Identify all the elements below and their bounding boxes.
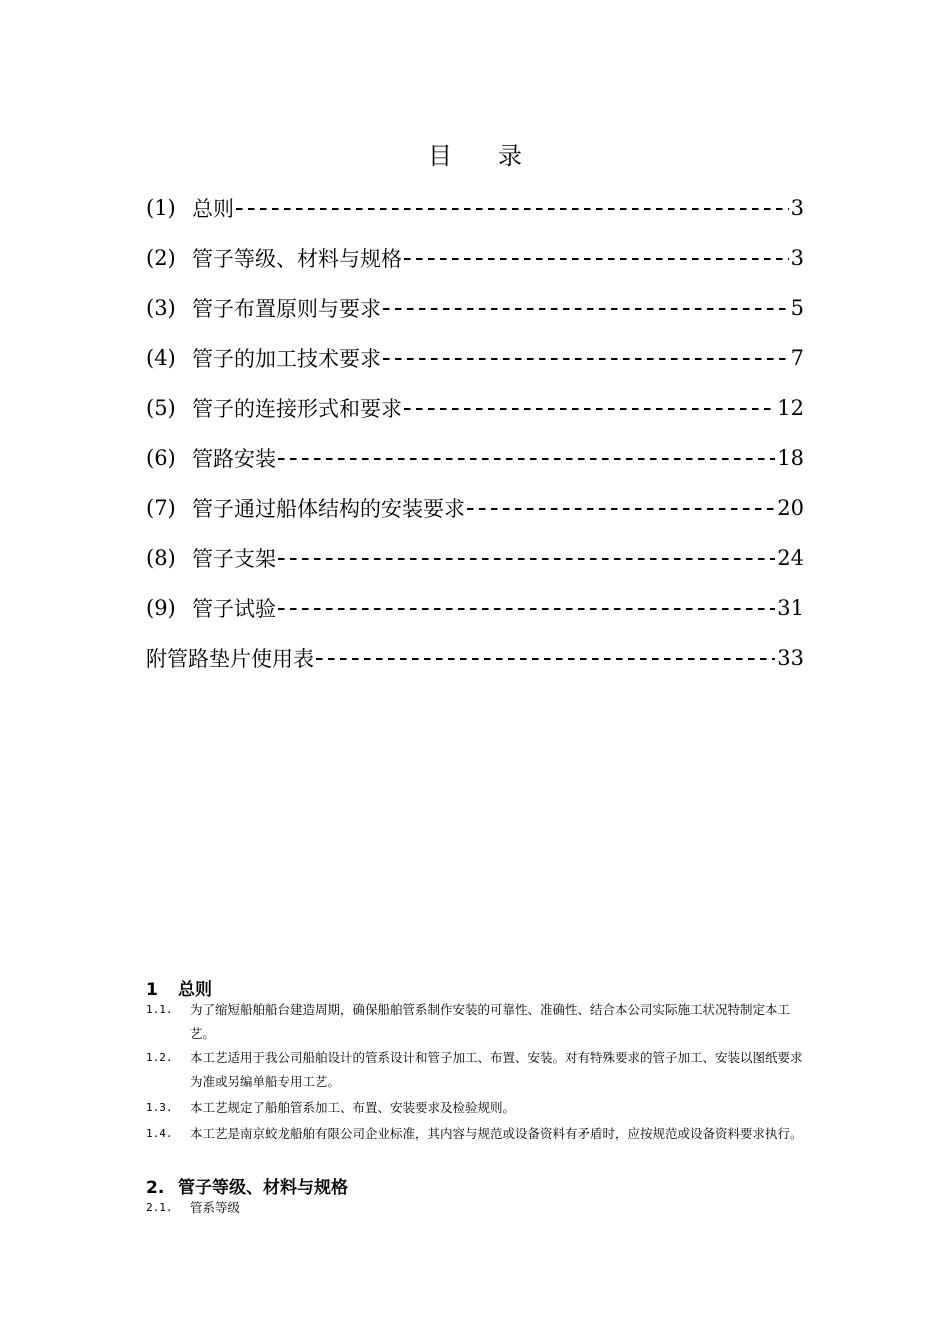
clause-1-1 <box>146 998 806 1046</box>
clause-number: 2.1. <box>146 1201 173 1214</box>
toc-entry-label: 管子试验 <box>192 597 276 621</box>
clause-text: 管系等级 <box>190 1200 241 1215</box>
toc-entry-number: (7) <box>146 496 176 520</box>
toc-entry-number: (6) <box>146 446 176 470</box>
clause-text: 本工艺规定了船舶管系加工、布置、安装要求及检验规则。 <box>190 1100 516 1115</box>
toc-entry-9[interactable] <box>146 583 804 633</box>
toc-leader <box>316 658 775 660</box>
toc-entry-page: 24 <box>777 546 804 570</box>
clause-number: 1.2. <box>146 1051 173 1064</box>
toc-entry-label: 管路安装 <box>192 447 276 471</box>
toc-entry-1[interactable] <box>146 183 804 233</box>
section-1-heading <box>146 975 212 1000</box>
toc-entry-label: 管子支架 <box>192 547 276 571</box>
toc-entry-number: (1) <box>146 196 176 220</box>
clause-2-1 <box>146 1196 806 1220</box>
toc-title-part1: 目 <box>428 142 452 170</box>
toc-leader <box>404 408 775 410</box>
toc-entry-2[interactable] <box>146 233 804 283</box>
toc-leader <box>383 308 789 310</box>
toc-entry-7[interactable] <box>146 483 804 533</box>
toc-entry-page: 3 <box>790 246 804 270</box>
section-title: 管子等级、材料与规格 <box>178 1178 348 1198</box>
toc-entry-number: (3) <box>146 296 176 320</box>
toc-entry-label: 管子等级、材料与规格 <box>192 247 402 271</box>
toc-entry-appendix[interactable] <box>146 633 804 683</box>
toc-entry-number: (2) <box>146 246 176 270</box>
clause-text: 为了缩短船舶船台建造周期，确保船舶管系制作安装的可靠性、准确性、结合本公司实际施工状况特制定本工艺。 <box>190 1002 791 1041</box>
toc-entry-label: 管子的连接形式和要求 <box>192 397 402 421</box>
toc-leader <box>278 608 775 610</box>
toc-entry-page: 7 <box>790 346 804 370</box>
toc-entry-page: 18 <box>777 446 804 470</box>
toc-leader <box>236 208 789 210</box>
toc-entry-3[interactable] <box>146 283 804 333</box>
toc-title-part2: 录 <box>498 142 522 170</box>
clause-text: 本工艺是南京蛟龙船舶有限公司企业标准，其内容与规范或设备资料有矛盾时，应按规范或设备资料要求执行。 <box>190 1126 803 1141</box>
toc-entry-label: 管子通过船体结构的安装要求 <box>192 497 465 521</box>
toc-entry-page: 12 <box>777 396 804 420</box>
toc-entry-4[interactable] <box>146 333 804 383</box>
toc-entry-page: 3 <box>790 196 804 220</box>
toc-entry-label: 附管路垫片使用表 <box>146 647 314 671</box>
clause-1-3 <box>146 1096 806 1120</box>
toc-entry-page: 20 <box>777 496 804 520</box>
clause-number: 1.3. <box>146 1101 173 1114</box>
toc-entry-label: 总则 <box>192 197 234 221</box>
toc-entry-page: 5 <box>790 296 804 320</box>
section-2-heading <box>146 1173 348 1198</box>
toc-leader <box>278 458 775 460</box>
section-number: 1 <box>146 980 158 1000</box>
toc-entry-label: 管子布置原则与要求 <box>192 297 381 321</box>
toc-entry-number: (9) <box>146 596 176 620</box>
toc-entry-label: 管子的加工技术要求 <box>192 347 381 371</box>
clause-1-4 <box>146 1122 806 1146</box>
toc-leader <box>467 508 775 510</box>
toc-entry-page: 31 <box>777 596 804 620</box>
toc-entry-number: (8) <box>146 546 176 570</box>
clause-text: 本工艺适用于我公司船舶设计的管系设计和管子加工、布置、安装。对有特殊要求的管子加工、安装以图纸要求为准或另编单船专用工艺。 <box>190 1050 803 1089</box>
toc-entry-number: (4) <box>146 346 176 370</box>
section-number: 2. <box>146 1178 165 1198</box>
toc-entry-8[interactable] <box>146 533 804 583</box>
toc-title <box>0 136 950 171</box>
toc-entry-6[interactable] <box>146 433 804 483</box>
table-of-contents <box>146 183 804 683</box>
section-title: 总则 <box>178 980 212 1000</box>
toc-leader <box>383 358 789 360</box>
toc-entry-page: 33 <box>777 646 804 670</box>
clause-number: 1.1. <box>146 1003 173 1016</box>
clause-number: 1.4. <box>146 1127 173 1140</box>
toc-entry-number: (5) <box>146 396 176 420</box>
clause-1-2 <box>146 1046 806 1094</box>
toc-entry-5[interactable] <box>146 383 804 433</box>
toc-leader <box>404 258 789 260</box>
toc-leader <box>278 558 775 560</box>
